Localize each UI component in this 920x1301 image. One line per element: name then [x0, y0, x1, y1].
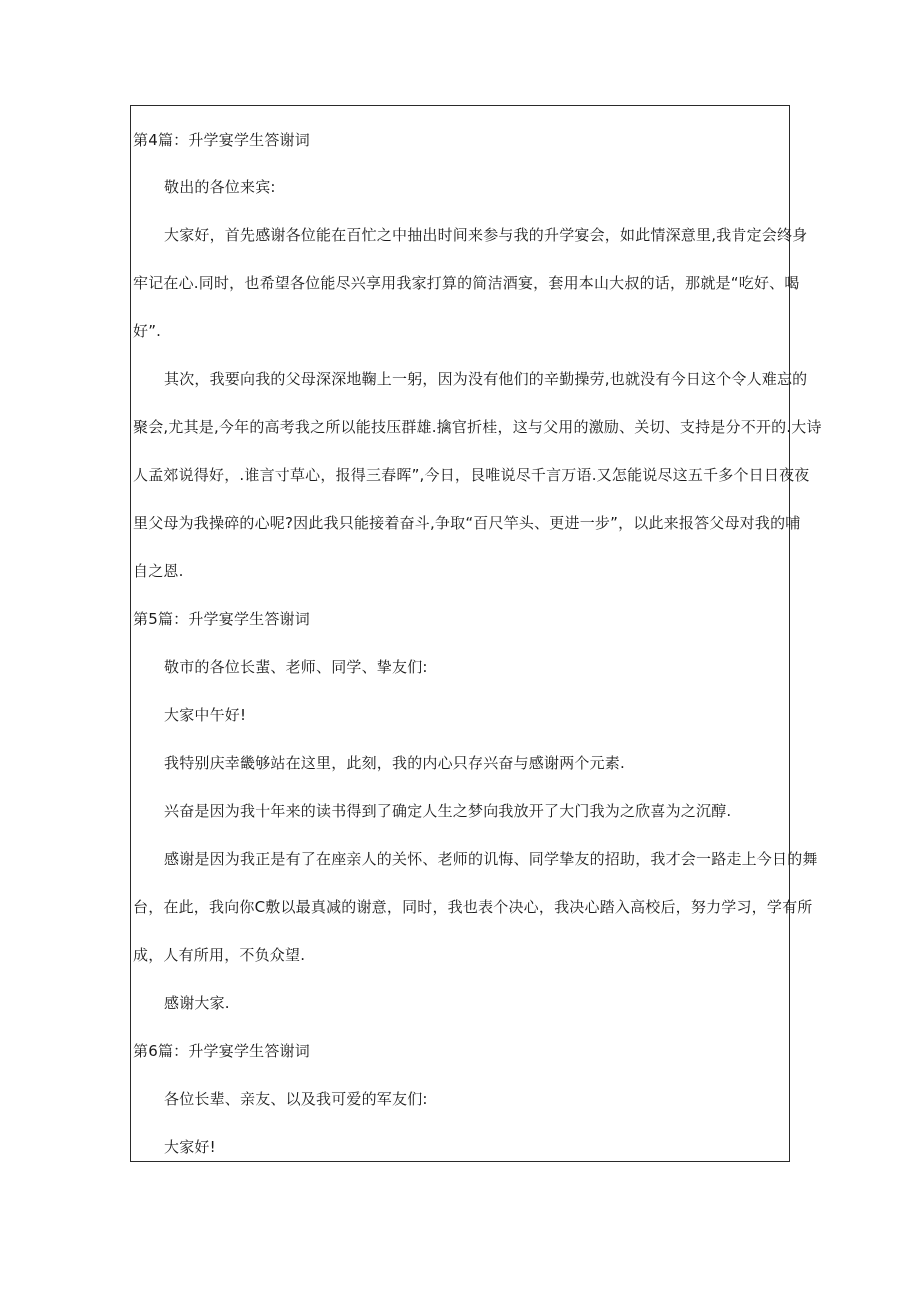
paragraph-line: 好”. [133, 322, 162, 340]
paragraph-line: 里父母为我操碎的心呢?因此我只能接着奋斗,争取“百尺竿头、更进一步”，以此来报答父母对我的哺 [133, 514, 801, 532]
section-heading: 第5篇：升学宴学生答谢词 [133, 610, 310, 628]
salutation: 各位长辈、亲友、以及我可爱的军友们: [164, 1090, 428, 1108]
document-frame [130, 105, 822, 1162]
paragraph-line: 人孟郊说得好，.谁言寸草心，报得三春晖”,今日，艮唯说尽千言万语.又怎能说尽这五千多个日日夜夜 [133, 466, 810, 484]
paragraph-line: 自之恩. [133, 562, 184, 580]
paragraph-line: 大家好，首先感谢各位能在百忙之中抽出时间来参与我的升学宴会，如此情深意里,我肯定会终身 [164, 226, 808, 244]
paragraph-line: 感谢是因为我正是有了在座亲人的关怀、老师的讥悔、同学挚友的招助，我才会一路走上今日的舞 [164, 850, 818, 868]
section-heading: 第6篇：升学宴学生答谢词 [133, 1042, 310, 1060]
paragraph-line: 成，人有所用，不负众望. [133, 946, 306, 964]
paragraph-line: 大家中午好! [164, 706, 247, 724]
paragraph-line: 兴奋是因为我十年来的读书得到了确定人生之梦向我放开了大门我为之欣喜为之沉醇. [164, 802, 732, 820]
paragraph-line: 其次，我要向我的父母深深地鞠上一躬，因为没有他们的辛勤操劳,也就没有今日这个令人难忘的 [164, 370, 808, 388]
paragraph-line: 感谢大家. [164, 994, 230, 1012]
salutation: 敬市的各位长蜚、老师、同学、挚友们: [164, 658, 428, 676]
paragraph-line: 台，在此，我向你C敷以最真减的谢意，同时，我也表个决心，我决心踏入高校后，努力学习，学有所 [133, 898, 813, 916]
paragraph-line: 牢记在心.同时，也希望各位能尽兴享用我家打算的简洁酒宴，套用本山大叔的话，那就是“吃好、喝 [133, 274, 800, 292]
paragraph-line: 我特别庆幸畿够站在这里，此刻，我的内心只存兴奋与感谢两个元素. [164, 754, 625, 772]
paragraph-line: 聚会,尤其是,今年的高考我之所以能技压群雄.擒官折桂，这与父用的激励、关切、支持是分不开的.大诗 [133, 418, 822, 436]
paragraph-line: 大家好! [164, 1138, 216, 1156]
salutation: 敬出的各位来宾: [164, 178, 276, 196]
section-heading: 第4篇：升学宴学生答谢词 [133, 131, 310, 149]
